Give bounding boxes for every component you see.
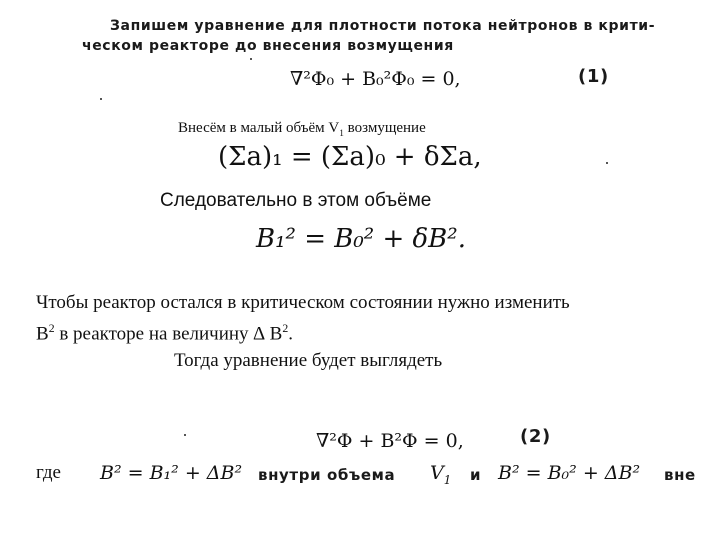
b1-equation: B₁² = B₀² + δB². <box>256 224 466 254</box>
where-outside-equation: B² = B₀² + ΔB² <box>498 462 641 484</box>
and-text: и <box>470 466 482 484</box>
scan-speck <box>250 58 252 60</box>
where-text: где <box>36 462 61 483</box>
scan-speck <box>606 162 608 164</box>
introduce-text-main: Внесём в малый объём V <box>178 120 340 136</box>
introduce-text-tail: возмущение <box>343 120 426 136</box>
b2-change-middle: в реакторе на величину ∆ B <box>54 323 283 345</box>
scan-speck <box>100 98 102 100</box>
equation-1: ∇²Φ₀ + B₀²Φ₀ = 0, <box>290 68 461 90</box>
b2-change-exponent: 2 <box>282 322 289 335</box>
volume-v-subscript: 1 <box>443 472 452 487</box>
where-inside-equation: B² = B₁² + ΔB² <box>100 462 243 484</box>
volume-v1 <box>430 462 451 487</box>
scan-speck <box>184 434 186 436</box>
scan-intro-line1: Запишем уравнение для плотности потока нейтронов в крити- <box>110 18 656 34</box>
introduce-perturbation-text <box>178 120 426 139</box>
consequently-text: Следовательно в этом объёме <box>160 190 432 211</box>
b2-exponent: 2 <box>48 322 55 335</box>
scan-intro-line2: ческом реакторе до внесения возмущения <box>82 38 454 54</box>
b2-change-text <box>36 322 293 345</box>
outside-text: вне <box>664 466 696 484</box>
b2-change-end: . <box>288 323 293 345</box>
equation-2-label: (2) <box>520 426 551 447</box>
introduce-v-subscript: 1 <box>339 129 344 139</box>
inside-volume-text: внутри объема <box>258 466 396 484</box>
keep-critical-text: Чтобы реактор остался в критическом состоянии нужно изменить <box>36 292 570 313</box>
then-equation-text: Тогда уравнение будет выглядеть <box>174 350 443 371</box>
b2-letter: B <box>36 323 49 345</box>
sigma-equation: (Σa)₁ = (Σa)₀ + δΣa, <box>218 142 482 172</box>
equation-2: ∇²Φ + B²Φ = 0, <box>316 430 464 452</box>
equation-1-label: (1) <box>578 66 609 87</box>
volume-v-letter: V <box>430 462 444 484</box>
